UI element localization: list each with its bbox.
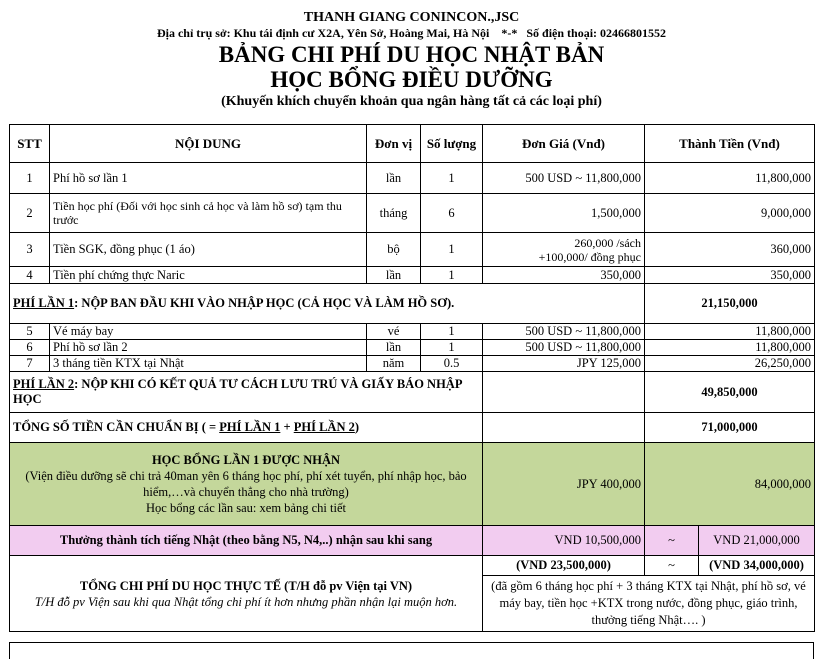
row-total: 360,000 — [645, 233, 815, 267]
actual-to: (VND 34,000,000) — [699, 556, 815, 576]
phase2-total: 49,850,000 — [645, 372, 815, 413]
bonus-text: Thưởng thành tích tiếng Nhật (theo bằng N5, N4,..) nhận sau khi sang — [10, 526, 483, 556]
phase2-empty-cell — [483, 372, 645, 413]
row-price — [483, 233, 645, 267]
table-row — [10, 356, 815, 372]
row-stt: 5 — [10, 324, 50, 340]
row-content: Tiền học phí (Đối với học sinh cả học và làm hồ sơ) tạm thu trước — [50, 194, 367, 233]
cost-table — [9, 124, 815, 632]
phase2-label — [10, 372, 483, 413]
row-price: 500 USD ~ 11,800,000 — [483, 163, 645, 194]
row-unit: năm — [367, 356, 421, 372]
row-price: 500 USD ~ 11,800,000 — [483, 324, 645, 340]
row-qty: 1 — [421, 267, 483, 284]
phase1-row — [10, 284, 815, 324]
phase1-text: : NỘP BAN ĐẦU KHI VÀO NHẬP HỌC (CẢ HỌC VÀ LÀM HỒ SƠ). — [74, 296, 455, 310]
scholarship-total: 84,000,000 — [645, 443, 815, 526]
page-subtitle-title: HỌC BỔNG ĐIỀU DƯỠNG — [270, 67, 553, 92]
row-total: 9,000,000 — [645, 194, 815, 233]
phase1-label-underlined: PHÍ LẦN 1 — [13, 296, 75, 310]
row-unit: lần — [367, 340, 421, 356]
grand-suffix: ) — [354, 420, 360, 434]
row-qty: 1 — [421, 163, 483, 194]
right-border-extension — [813, 642, 814, 659]
row-unit: lần — [367, 163, 421, 194]
table-row — [10, 340, 815, 356]
grand-empty-cell — [483, 413, 645, 443]
table-row — [10, 267, 815, 284]
scholarship-note: Học bổng các lần sau: xem bảng chi tiết — [146, 501, 346, 515]
phase2-label-underlined: PHÍ LẦN 2 — [13, 377, 75, 391]
table-row — [10, 233, 815, 267]
grand-p1: PHÍ LẦN 1 — [219, 420, 281, 434]
grand-prefix: TỔNG SỐ TIỀN CẦN CHUẨN BỊ ( = — [13, 420, 220, 434]
bonus-from: VND 10,500,000 — [483, 526, 645, 556]
actual-row — [10, 556, 815, 576]
phase1-total: 21,150,000 — [645, 284, 815, 324]
row-total: 26,250,000 — [645, 356, 815, 372]
row-unit: vé — [367, 324, 421, 340]
bonus-row — [10, 526, 815, 556]
row-unit: tháng — [367, 194, 421, 233]
scholarship-row — [10, 443, 815, 526]
page-title: BẢNG CHI PHÍ DU HỌC NHẬT BẢN — [218, 42, 605, 67]
actual-title: TỔNG CHI PHÍ DU HỌC THỰC TẾ (T/H đỗ pv Viện tại VN) — [79, 578, 413, 593]
col-unit: Đơn vị — [367, 125, 421, 163]
row-content: Tiền phí chứng thực Naric — [50, 267, 367, 284]
payment-note: (Khuyến khích chuyển khoản qua ngân hàng tất cả các loại phí) — [221, 94, 602, 109]
row-content: Phí hồ sơ lần 2 — [50, 340, 367, 356]
grand-plus: + — [280, 420, 294, 434]
actual-detail: (đã gồm 6 tháng học phí + 3 tháng KTX tại Nhật, phí hồ sơ, vé máy bay, tiền học +KTX trong nước, đồng phục, giáo trình, thưởng tiếng Nhật…. ) — [483, 576, 815, 632]
left-border-extension — [9, 642, 10, 659]
row-stt: 3 — [10, 233, 50, 267]
row-content: Phí hồ sơ lần 1 — [50, 163, 367, 194]
col-total: Thành Tiền (Vnđ) — [645, 125, 815, 163]
row-content: Vé máy bay — [50, 324, 367, 340]
scholarship-price: JPY 400,000 — [483, 443, 645, 526]
row-stt: 2 — [10, 194, 50, 233]
row-price: 1,500,000 — [483, 194, 645, 233]
col-qty: Số lượng — [421, 125, 483, 163]
actual-info — [10, 556, 483, 632]
row-qty: 1 — [421, 233, 483, 267]
row-qty: 1 — [421, 340, 483, 356]
row-content: 3 tháng tiền KTX tại Nhật — [50, 356, 367, 372]
row-qty: 6 — [421, 194, 483, 233]
phase2-row — [10, 372, 815, 413]
row-price-line1: 260,000 /sách — [574, 235, 641, 250]
col-unit-price: Đơn Giá (Vnđ) — [483, 125, 645, 163]
grand-p2: PHÍ LẦN 2 — [293, 420, 355, 434]
grand-total-label — [10, 413, 483, 443]
table-row — [10, 163, 815, 194]
row-price: JPY 125,000 — [483, 356, 645, 372]
col-stt: STT — [10, 125, 50, 163]
grand-total-value: 71,000,000 — [645, 413, 815, 443]
row-stt: 1 — [10, 163, 50, 194]
scholarship-desc: (Viện điều dưỡng sẽ chi trả 40man yên 6 tháng học phí, phí xét tuyển, phí nhập học, bảo hiểm,…và chuyển thẳng cho nhà trường) — [25, 469, 467, 499]
bonus-tilde: ~ — [645, 526, 699, 556]
row-unit: bộ — [367, 233, 421, 267]
row-total: 11,800,000 — [645, 163, 815, 194]
actual-note: T/H đỗ pv Viện sau khi qua Nhật tổng chi phí ít hơn nhưng phần nhận lại muộn hơn. — [34, 594, 458, 609]
table-row — [10, 324, 815, 340]
letterhead — [0, 9, 823, 110]
row-total: 11,800,000 — [645, 340, 815, 356]
row-price-line2: +100,000/ đồng phục — [538, 249, 641, 264]
row-stt: 6 — [10, 340, 50, 356]
row-price: 350,000 — [483, 267, 645, 284]
row-price: 500 USD ~ 11,800,000 — [483, 340, 645, 356]
actual-from: (VND 23,500,000) — [483, 556, 645, 576]
bottom-divider — [9, 642, 814, 643]
phase1-label — [10, 284, 645, 324]
row-content: Tiền SGK, đồng phục (1 áo) — [50, 233, 367, 267]
table-header-row — [10, 125, 815, 163]
row-qty: 0.5 — [421, 356, 483, 372]
company-address: Địa chỉ trụ sở: Khu tái định cư X2A, Yên Sở, Hoàng Mai, Hà Nội *-* Số điện thoại: 02466801552 — [156, 26, 667, 40]
scholarship-title: HỌC BỔNG LẦN 1 ĐƯỢC NHẬN — [151, 453, 341, 467]
row-stt: 4 — [10, 267, 50, 284]
phase2-text: : NỘP KHI CÓ KẾT QUẢ TƯ CÁCH LƯU TRÚ VÀ GIẤY BÁO NHẬP HỌC — [13, 377, 462, 406]
scholarship-info — [10, 443, 483, 526]
bonus-to: VND 21,000,000 — [699, 526, 815, 556]
table-row — [10, 194, 815, 233]
col-content: NỘI DUNG — [50, 125, 367, 163]
row-total: 11,800,000 — [645, 324, 815, 340]
row-stt: 7 — [10, 356, 50, 372]
row-qty: 1 — [421, 324, 483, 340]
company-name: THANH GIANG CONINCON.,JSC — [303, 10, 520, 25]
grand-total-row — [10, 413, 815, 443]
row-total: 350,000 — [645, 267, 815, 284]
actual-tilde: ~ — [645, 556, 699, 576]
row-unit: lần — [367, 267, 421, 284]
